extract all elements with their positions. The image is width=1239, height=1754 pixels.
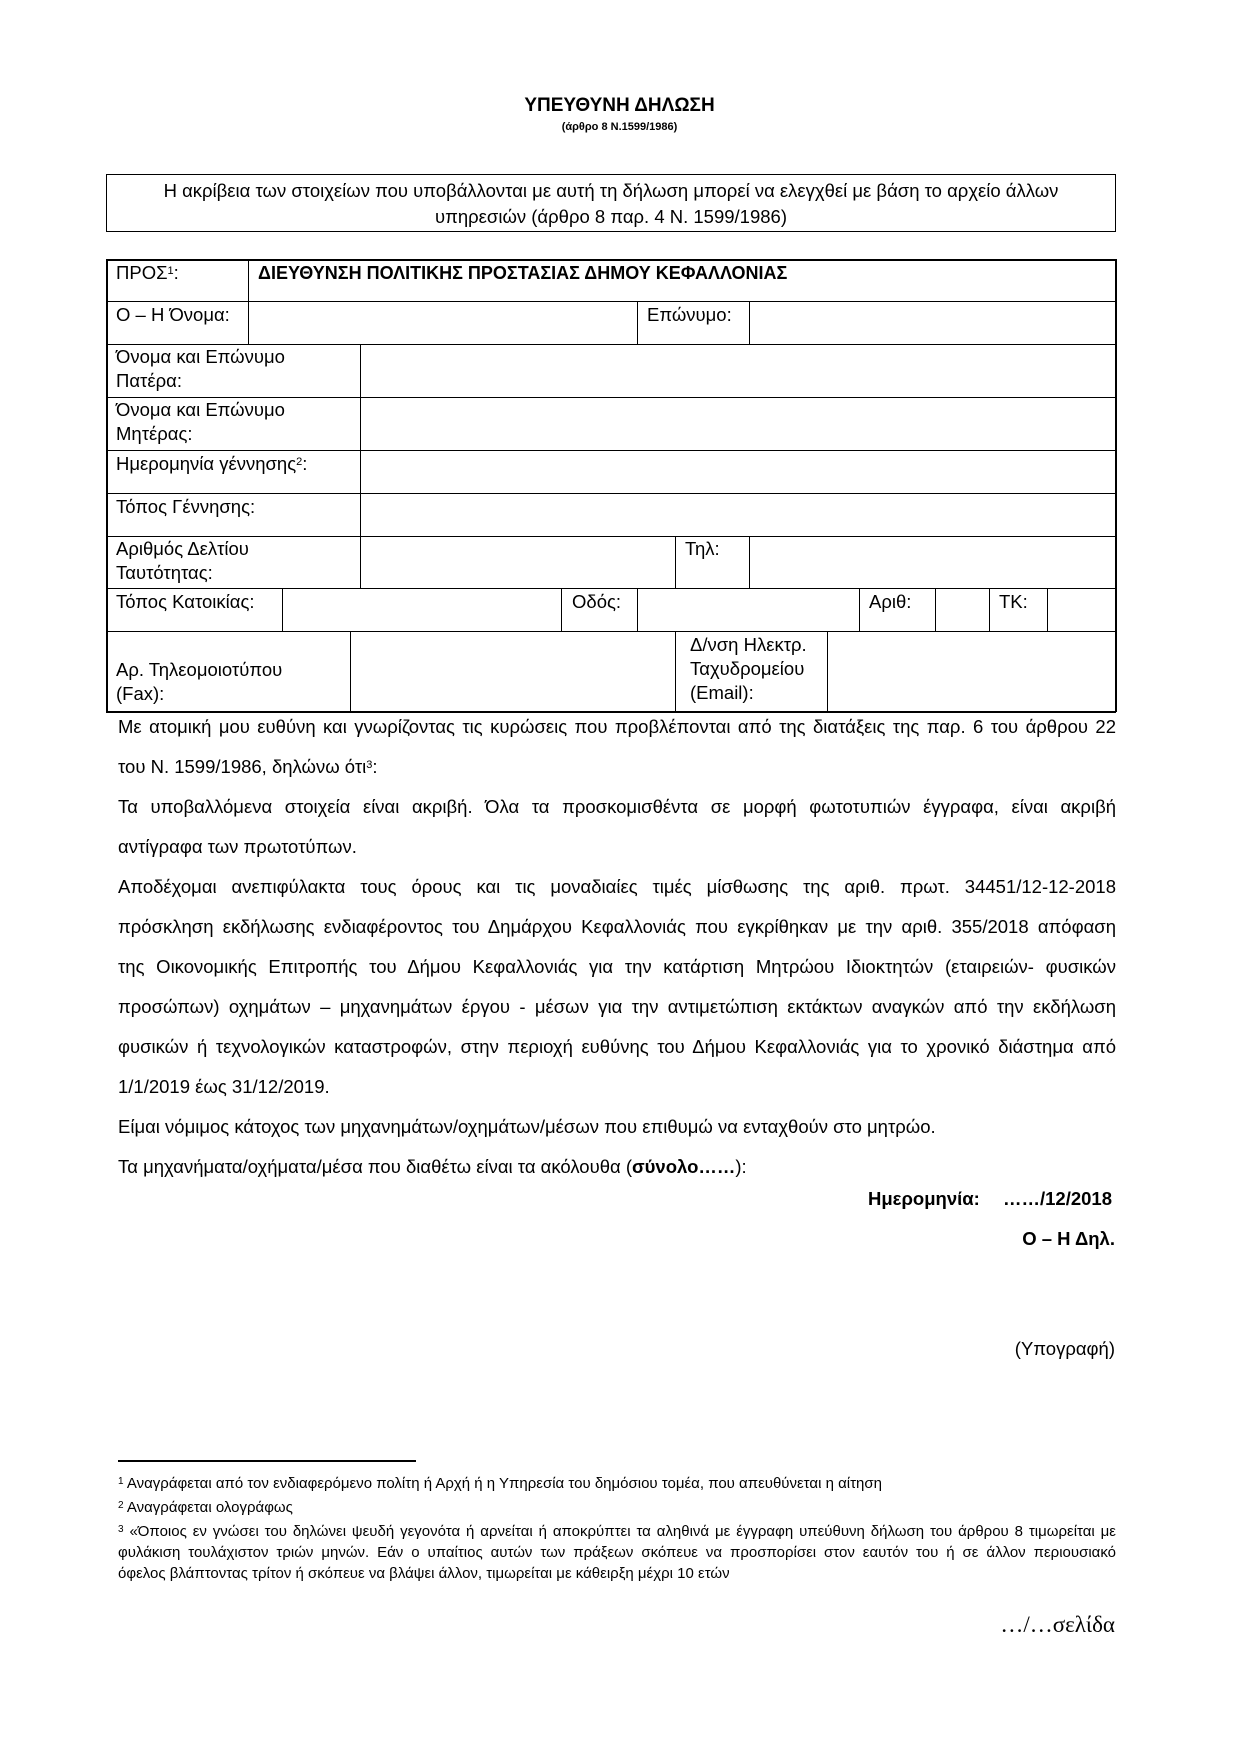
father-name-label: Όνομα και Επώνυμο Πατέρα:	[116, 346, 285, 391]
surname-field[interactable]	[751, 303, 1114, 343]
name-label: Ο – Η Όνομα:	[116, 304, 230, 325]
footnote-1: $^1$ Αναγράφεται από τον ενδιαφερόμενο πολίτη ή Αρχή ή η Υπηρεσία του δημόσιου τομέα, που απευθύνεται η αίτηση	[118, 1475, 882, 1492]
pros-label: ΠΡΟΣ$^1$:	[116, 262, 179, 283]
name-field[interactable]	[250, 303, 636, 343]
id-card-field[interactable]	[362, 538, 674, 587]
mother-name-field[interactable]	[362, 399, 1114, 449]
number-label: Αριθ:	[869, 591, 912, 612]
street-label: Οδός:	[572, 591, 622, 612]
signature-placeholder: (Υπογραφή)	[1014, 1338, 1115, 1359]
mother-name-label: Όνομα και Επώνυμο Μητέρας:	[116, 399, 285, 444]
fax-field[interactable]	[352, 633, 674, 710]
page-number: …/…σελίδα	[1000, 1612, 1115, 1637]
birthplace-label: Τόπος Γέννησης:	[116, 496, 256, 517]
phone-label: Τηλ:	[685, 538, 720, 559]
residence-label: Τόπος Κατοικίας:	[116, 591, 255, 612]
surname-label: Επώνυμο:	[647, 304, 732, 325]
notice-line-2: υπηρεσιών (άρθρο 8 παρ. 4 Ν. 1599/1986)	[434, 206, 788, 227]
phone-field[interactable]	[751, 538, 1114, 587]
postcode-field[interactable]	[1049, 590, 1114, 630]
email-label: Δ/νση Ηλεκτρ. Ταχυδρομείου (Email):	[690, 634, 807, 703]
street-field[interactable]	[639, 590, 858, 630]
date-value: ……/12/2018	[1003, 1188, 1113, 1209]
declaration-paragraph-3: Αποδέχομαι ανεπιφύλακτα τους όρους και τις μοναδιαίες τιμές μίσθωσης της αριθ. πρωτ. 34451/12-12-2018 πρόσκληση εκδήλωσης ενδιαφέροντος του Δημάρχου Κεφαλλονιάς που εγκρίθηκαν με την αριθ. 355/2018 απόφαση της Οικονομικής Επιτροπής του Δήμου Κεφαλλονιάς για την κατάρτιση Μητρώου Ιδιοκτητών (εταιρειών- φυσικών προσώπων) οχημάτων – μηχανημάτων έργου - μέσων για την αντιμετώπιση εκτάκτων αναγκών από την εκδήλωση φυσικών ή τεχνολογικών καταστροφών, στην περιοχή ευθύνης του Δήμου Κεφαλλονιάς για το χρονικό διάστημα από 1/1/2019 έως 31/12/2019.	[118, 876, 1116, 1097]
notice-line-1: Η ακρίβεια των στοιχείων που υποβάλλονται με αυτή τη δήλωση μπορεί να ελεγχθεί με βάση το αρχείο άλλων	[163, 180, 1059, 201]
declaration-paragraph-4: Είμαι νόμιμος κάτοχος των μηχανημάτων/οχημάτων/μέσων που επιθυμώ να ενταχθούν στο μητρώο.	[118, 1116, 936, 1137]
declaration-paragraph-1: Με ατομική μου ευθύνη και γνωρίζοντας τις κυρώσεις που προβλέπονται από της διατάξεις της παρ. 6 του άρθρου 22 του Ν. 1599/1986, δηλώνω ότι$^3$:	[118, 716, 1116, 777]
father-name-field[interactable]	[362, 346, 1114, 396]
date-label: Ημερομηνία:	[868, 1188, 980, 1209]
declaration-paragraph-2: Τα υποβαλλόμενα στοιχεία είναι ακριβή. Όλα τα προσκομισθέντα σε μορφή φωτοτυπιών έγγραφα, είναι ακριβή αντίγραφα των πρωτοτύπων.	[118, 796, 1116, 857]
fax-label: Αρ. Τηλεομοιοτύπου (Fax):	[116, 659, 283, 704]
document-title: ΥΠΕΥΘΥΝΗ ΔΗΛΩΣΗ	[524, 95, 715, 116]
postcode-label: ΤΚ:	[999, 591, 1028, 612]
birthplace-field[interactable]	[362, 495, 1114, 535]
email-field[interactable]	[829, 633, 1114, 710]
footnote-3: $^3$ «Όποιος εν γνώσει του δηλώνει ψευδή γεγονότα ή αρνείται ή αποκρύπτει τα αληθινά με έγγραφη υπεύθυνη δήλωση του άρθρου 8 τιμωρείται με φυλάκιση τουλάχιστον τριών μηνών. Εάν ο υπαίτιος αυτών των πράξεων σκόπευε να προσπορίσει στον εαυτόν του ή σε άλλον περιουσιακό όφελος βλάπτοντας τρίτον ή σκόπευε να βλάψει άλλον, τιμωρείται με κάθειρξη μέχρι 10 ετών	[118, 1523, 1116, 1582]
residence-field[interactable]	[284, 590, 560, 630]
document-subtitle: (άρθρο 8 Ν.1599/1986)	[561, 121, 678, 133]
birthdate-label: Ημερομηνία γέννησης$^2$:	[116, 453, 308, 474]
footnote-separator	[118, 1460, 416, 1462]
declaration-paragraph-5: Τα μηχανήματα/οχήματα/μέσα που διαθέτω είναι τα ακόλουθα (σύνολο……):	[118, 1156, 747, 1177]
footnote-2: $^2$ Αναγράφεται ολογράφως	[118, 1499, 293, 1516]
accuracy-notice-box	[106, 174, 1116, 232]
birthdate-field[interactable]	[362, 452, 1114, 492]
number-field[interactable]	[937, 590, 988, 630]
declarant-label: Ο – Η Δηλ.	[1022, 1228, 1115, 1249]
pros-value: ΔΙΕΥΘΥΝΣΗ ΠΟΛΙΤΙΚΗΣ ΠΡΟΣΤΑΣΙΑΣ ΔΗΜΟΥ ΚΕΦΑΛΛΟΝΙΑΣ	[258, 263, 788, 283]
id-card-label: Αριθμός Δελτίου Ταυτότητας:	[116, 538, 249, 583]
